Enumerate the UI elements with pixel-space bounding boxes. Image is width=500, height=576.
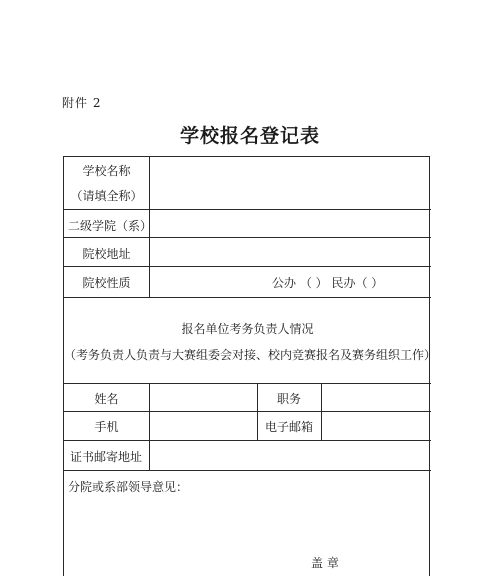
attachment-label: 附件 2 xyxy=(62,96,102,110)
column-divider xyxy=(149,383,150,440)
school-nature-label: 院校性质 xyxy=(82,276,131,290)
school-nature-options: 公办 （ ） 民办（ ） xyxy=(272,276,384,290)
position-label: 职务 xyxy=(276,392,301,406)
row-divider xyxy=(64,209,431,210)
phone-label: 手机 xyxy=(94,420,119,434)
row-divider xyxy=(64,297,431,298)
column-divider xyxy=(321,383,322,440)
row-divider xyxy=(64,383,431,384)
row-divider xyxy=(64,237,431,238)
page-title: 学校报名登记表 xyxy=(179,125,320,147)
contact-section-heading: 报名单位考务负责人情况 xyxy=(181,322,314,336)
secondary-college-label: 二级学院（系） xyxy=(68,219,153,233)
row-divider xyxy=(64,411,431,412)
registration-form-table xyxy=(63,156,437,576)
column-divider xyxy=(149,440,150,470)
row-divider xyxy=(64,266,431,267)
contact-section-note: （考务负责人负责与大赛组委会对接、校内竞赛报名及赛务组织工作） xyxy=(64,348,437,362)
seal-label: 盖 章 xyxy=(311,556,339,570)
school-name-hint: （请填全称） xyxy=(70,189,143,203)
school-name-label: 学校名称 xyxy=(82,164,131,178)
opinion-label: 分院或系部领导意见： xyxy=(68,480,189,494)
row-divider xyxy=(64,440,431,441)
mailing-address-label: 证书邮寄地址 xyxy=(70,450,143,464)
email-label: 电子邮箱 xyxy=(264,420,313,434)
name-label: 姓名 xyxy=(94,392,119,406)
school-address-label: 院校地址 xyxy=(82,247,131,261)
row-divider xyxy=(64,470,431,471)
